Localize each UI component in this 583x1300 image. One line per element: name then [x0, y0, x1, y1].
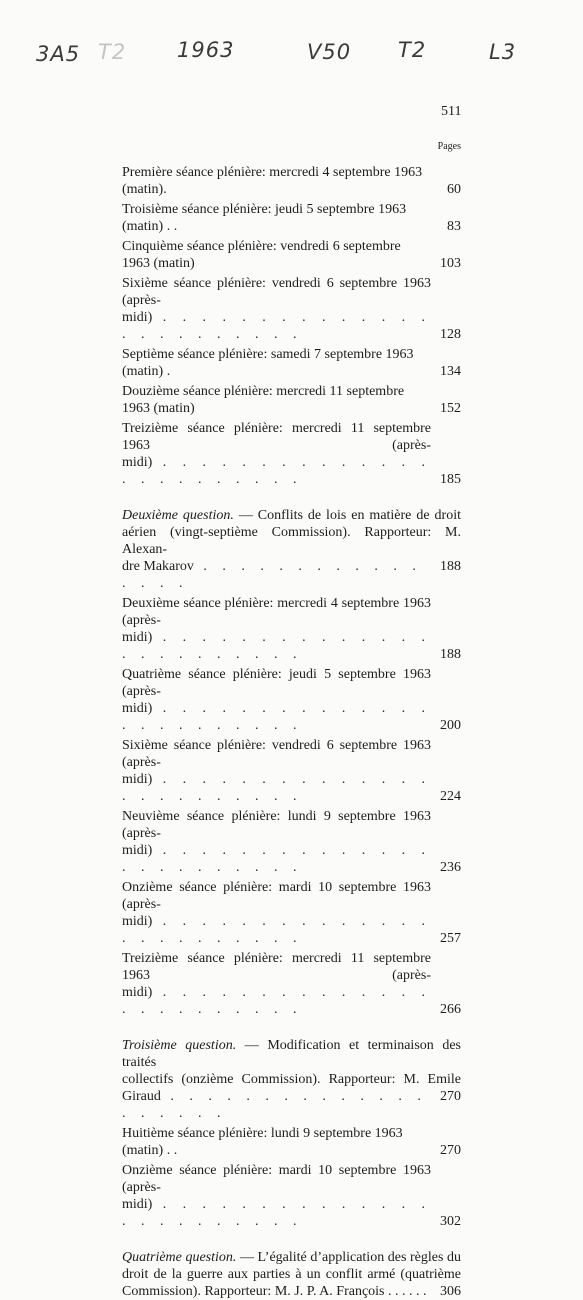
- section-deuxieme-question: [122, 507, 461, 1018]
- entry-page: 188: [440, 647, 461, 662]
- toc-entry: [122, 1125, 461, 1159]
- entry-text: Septième séance plénière: samedi 7 septembre 1963 (matin) .: [122, 347, 414, 379]
- annotation-3: 1963: [177, 38, 235, 62]
- entry-line-2: midi): [122, 985, 153, 1000]
- toc-entry: [122, 201, 461, 235]
- entry-page: 270: [440, 1143, 461, 1158]
- section-line-1: [122, 507, 461, 524]
- toc-entry: [122, 383, 461, 417]
- section-heading: [122, 1037, 461, 1122]
- section-line-1: [122, 1249, 461, 1266]
- entry-page: 236: [440, 860, 461, 875]
- section-label: Troisième question.: [122, 1038, 237, 1053]
- table-of-contents: [122, 164, 461, 1300]
- handwritten-annotations: [0, 38, 583, 78]
- section-text: — Modification et terminaison des traités: [122, 1038, 461, 1070]
- toc-entry: Sixième séance plénière: vendredi 6 septembre 1963 (après- midi) . . . . . . . . . . . . . . . . . . . . . . . . 128: [122, 276, 461, 342]
- section-heading: [122, 507, 461, 592]
- entry-line-2: midi): [122, 701, 153, 716]
- section-text-end: Commission). Rapporteur: M. J. P. A. François . . . . . .: [122, 1284, 427, 1299]
- entry-page: 152: [440, 401, 461, 416]
- toc-entry: Treizième séance plénière: mercredi 11 septembre 1963 (après- midi) . . . . . . . . . . . . . . . . . . . . . . . . 266: [122, 951, 461, 1017]
- entry-line-1: Neuvième séance plénière: lundi 9 septembre 1963 (après-: [122, 809, 431, 841]
- entry-line-1: Treizième séance plénière: mercredi 11 septembre 1963 (après-: [122, 421, 431, 453]
- section-label: Deuxième question.: [122, 508, 234, 523]
- entry-line-1: Sixième séance plénière: vendredi 6 septembre 1963 (après-: [122, 738, 431, 770]
- annotation-6: L3: [489, 40, 517, 64]
- entry-page: 103: [440, 256, 461, 271]
- toc-entry: [122, 164, 461, 198]
- toc-entry: Sixième séance plénière: vendredi 6 septembre 1963 (après- midi) . . . . . . . . . . . . . . . . . . . . . . . . 224: [122, 738, 461, 804]
- entry-page: 257: [440, 931, 461, 946]
- page-number: 511: [441, 104, 462, 119]
- section-troisieme-question: [122, 1037, 461, 1230]
- first-group: [122, 164, 461, 488]
- entry-text: Première séance plénière: mercredi 4 septembre 1963 (matin).: [122, 165, 423, 197]
- annotation-2: T2: [98, 40, 127, 64]
- toc-entry: Quatrième séance plénière: jeudi 5 septembre 1963 (après- midi) . . . . . . . . . . . . . . . . . . . . . . . . 200: [122, 667, 461, 733]
- section-entries: [122, 1125, 461, 1230]
- entry-line-2: midi): [122, 772, 153, 787]
- section-text: — L’égalité d’application des règles du: [236, 1250, 461, 1265]
- section-line-3: dre Makarov . . . . . . . . . . . . . . . . 188: [122, 559, 461, 591]
- entry-page: 185: [440, 472, 461, 487]
- entry-page: 302: [440, 1214, 461, 1229]
- section-page: 306: [440, 1284, 461, 1299]
- entry-text: Troisième séance plénière: jeudi 5 septembre 1963 (matin) . .: [122, 202, 407, 234]
- entry-page: 128: [440, 327, 461, 342]
- entry-line-1: Sixième séance plénière: vendredi 6 septembre 1963 (après-: [122, 276, 431, 308]
- section-page: 270: [440, 1089, 461, 1104]
- toc-entry: [122, 346, 461, 380]
- entry-page: 83: [447, 219, 461, 234]
- entry-line-1: Onzième séance plénière: mardi 10 septembre 1963 (après-: [122, 1163, 431, 1195]
- entry-line-1: Onzième séance plénière: mardi 10 septembre 1963 (après-: [122, 880, 431, 912]
- section-entries: [122, 595, 461, 1018]
- section-line-2: droit de la guerre aux parties à un conflit armé (quatrième: [122, 1267, 461, 1282]
- section-text: — Conflits de lois en matière de droit: [233, 508, 461, 523]
- section-label: Quatrième question.: [122, 1250, 237, 1265]
- section-text-end: dre Makarov: [122, 559, 194, 574]
- toc-entry: Treizième séance plénière: mercredi 11 septembre 1963 (après- midi) . . . . . . . . . . . . . . . . . . . . . . . . 185: [122, 421, 461, 487]
- toc-entry: Onzième séance plénière: mardi 10 septembre 1963 (après- midi) . . . . . . . . . . . . . . . . . . . . . . . . 257: [122, 880, 461, 946]
- entry-text: Huitième séance plénière: lundi 9 septembre 1963 (matin) . .: [122, 1126, 403, 1158]
- entry-line-2: midi): [122, 843, 153, 858]
- section-line-3: [122, 1283, 461, 1300]
- toc-entry: Onzième séance plénière: mardi 10 septembre 1963 (après- midi) . . . . . . . . . . . . . . . . . . . . . . . . 302: [122, 1163, 461, 1229]
- section-heading: [122, 1249, 461, 1300]
- toc-entry: [122, 238, 461, 272]
- section-line-2: collectifs (onzième Commission). Rapporteur: M. Emile: [122, 1072, 461, 1087]
- entry-line-1: Quatrième séance plénière: jeudi 5 septembre 1963 (après-: [122, 667, 431, 699]
- section-line-1: [122, 1037, 461, 1071]
- entry-text: Douzième séance plénière: mercredi 11 septembre 1963 (matin): [122, 384, 405, 416]
- entry-line-1: Treizième séance plénière: mercredi 11 septembre 1963 (après-: [122, 951, 431, 983]
- annotation-1: 3A5: [36, 42, 81, 66]
- entry-page: 200: [440, 718, 461, 733]
- entry-line-1: Deuxième séance plénière: mercredi 4 septembre 1963 (après-: [122, 596, 431, 628]
- annotation-5: T2: [398, 38, 427, 62]
- section-text-end: Giraud: [122, 1089, 161, 1104]
- entry-line-2: midi): [122, 914, 153, 929]
- section-line-3: Giraud . . . . . . . . . . . . . . . . . . . . 270: [122, 1089, 461, 1121]
- section-quatrieme-question: [122, 1249, 461, 1300]
- entry-line-2: midi): [122, 310, 153, 325]
- entry-page: 134: [440, 364, 461, 379]
- entry-line-2: midi): [122, 455, 153, 470]
- entry-line-2: midi): [122, 630, 153, 645]
- entry-page: 224: [440, 789, 461, 804]
- annotation-4: V50: [307, 40, 352, 64]
- entry-text: Cinquième séance plénière: vendredi 6 septembre 1963 (matin): [122, 239, 401, 271]
- entry-page: 266: [440, 1002, 461, 1017]
- entry-page: 60: [447, 182, 461, 197]
- toc-entry: Deuxième séance plénière: mercredi 4 septembre 1963 (après- midi) . . . . . . . . . . . . . . . . . . . . . . . . 188: [122, 596, 461, 662]
- pages-heading: Pages: [437, 141, 461, 152]
- toc-entry: Neuvième séance plénière: lundi 9 septembre 1963 (après- midi) . . . . . . . . . . . . . . . . . . . . . . . . 236: [122, 809, 461, 875]
- section-line-2: aérien (vingt-septième Commission). Rapporteur: M. Alexan-: [122, 525, 461, 557]
- section-page: 188: [440, 559, 461, 574]
- entry-line-2: midi): [122, 1197, 153, 1212]
